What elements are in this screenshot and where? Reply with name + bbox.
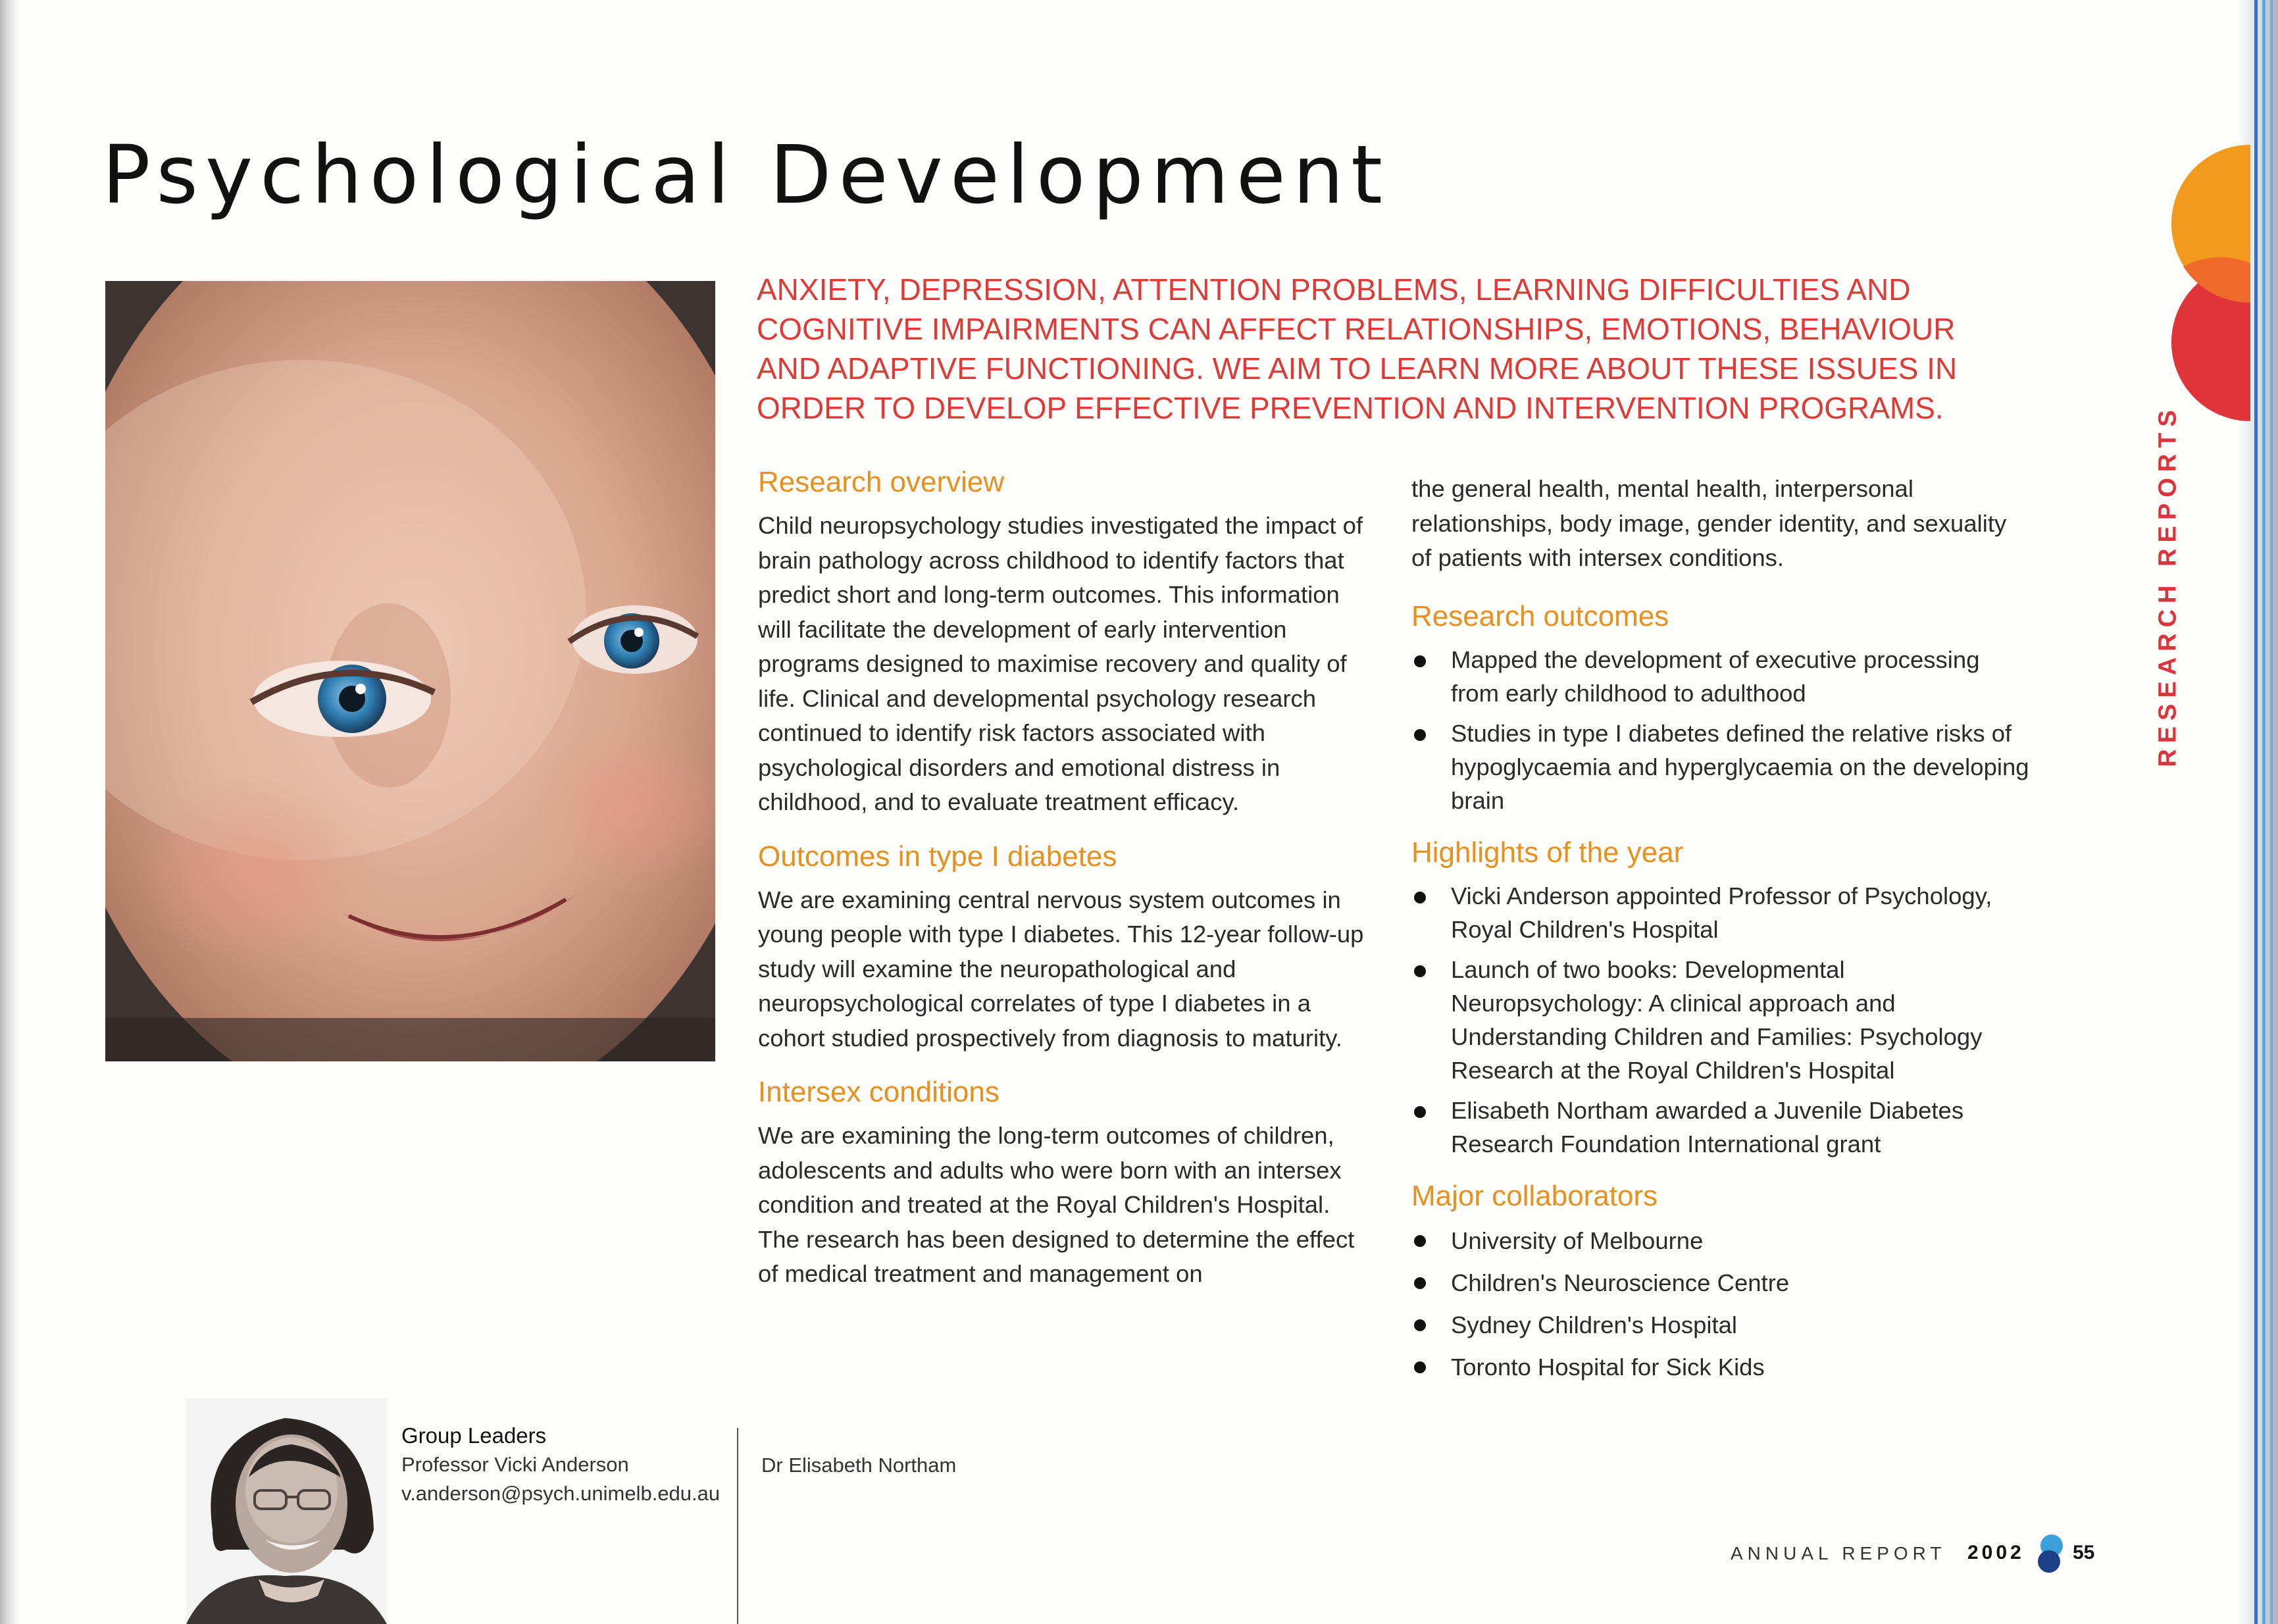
overlapping-circles-icon [2152, 145, 2250, 421]
highlights-list [1411, 879, 2030, 1161]
list-item: Elisabeth Northam awarded a Juvenile Diabetes Research Foundation International grant [1411, 1094, 2030, 1161]
bullet-icon [1414, 892, 1426, 903]
footer-report-label: ANNUAL REPORT [1731, 1543, 1946, 1563]
list-item: Studies in type I diabetes defined the relative risks of hypoglycaemia and hyperglycaemia on the developing brain [1411, 717, 2030, 817]
diabetes-text: We are examining central nervous system outcomes in young people with type I diabetes. This 12-year follow-up study will examine the neuropathological and neuropsychological correlates of type I diabetes in a cohort studied prospectively from diagnosis to maturity. [758, 886, 1364, 1052]
leaders-divider [737, 1428, 738, 1624]
bullet-icon [1414, 729, 1426, 741]
leader-name: Professor Vicki Anderson [401, 1453, 629, 1476]
bullet-icon [1414, 1361, 1426, 1373]
left-text-column [758, 464, 1370, 1310]
group-leaders-label: Group Leaders [401, 1423, 547, 1448]
bullet-icon [1414, 655, 1426, 667]
leader-portrait [186, 1398, 387, 1624]
list-item: Children's Neuroscience Centre [1411, 1265, 2030, 1302]
collaborators-list [1411, 1223, 2030, 1386]
research-outcomes-heading: Research outcomes [1411, 599, 1669, 632]
collaborators-heading: Major collaborators [1411, 1179, 1658, 1212]
list-item: Mapped the development of executive processing from early childhood to adulthood [1411, 643, 2030, 710]
report-logo-icon [2037, 1533, 2063, 1575]
research-overview-heading: Research overview [758, 466, 1005, 498]
second-leader-name: Dr Elisabeth Northam [761, 1454, 957, 1477]
list-item: University of Melbourne [1411, 1223, 2030, 1259]
intro-statement: ANXIETY, DEPRESSION, ATTENTION PROBLEMS, LEARNING DIFFICULTIES AND COGNITIVE IMPAIRMENTS CAN AFFECT RELATIONSHIPS, EMOTIONS, BEHAVIOUR AND ADAPTIVE FUNCTIONING. WE AIM TO LEARN MORE ABOUT THESE ISSUES IN ORDER TO DEVELOP EFFECTIVE PREVENTION AND INTERVENTION PROGRAMS. [757, 272, 1958, 425]
bullet-icon [1414, 1235, 1426, 1247]
list-item: Sydney Children's Hospital [1411, 1307, 2030, 1344]
research-reports-tab [2142, 404, 2194, 767]
right-text-column [1411, 472, 2030, 1403]
intersex-text-continued: the general health, mental health, interpersonal relationships, body image, gender identity, and sexuality of patients with intersex conditions. [1411, 475, 2007, 571]
bullet-icon [1414, 1319, 1426, 1331]
page-number: 55 [2073, 1542, 2095, 1563]
research-outcomes-list [1411, 643, 2030, 817]
edge-stripe-blue [2254, 0, 2258, 1624]
portrait-illustration [186, 1398, 387, 1624]
intersex-text: We are examining the long-term outcomes of children, adolescents and adults who were born with an intersex condition and treated at the Royal Children's Hospital. The research has been designed to determine the effect of medical treatment and management on [758, 1122, 1355, 1287]
leader-email: v.anderson@psych.unimelb.edu.au [401, 1482, 721, 1505]
bullet-icon [1414, 1106, 1426, 1118]
research-reports-label: RESEARCH REPORTS [2154, 404, 2182, 767]
page-title: Psychological Development [102, 128, 1390, 222]
baby-photo [105, 281, 715, 1061]
decorative-circles [2152, 145, 2250, 421]
bullet-icon [1414, 965, 1426, 977]
research-overview-text: Child neuropsychology studies investigated the impact of brain pathology across childhood to identify factors that predict short and long-term outcomes. This information will facilitate the development of early intervention programs designed to maximise recovery and quality of life. Clinical and developmental psychology research continued to identify risk factors associated with psychological disorders and emotional distress in childhood, and to evaluate treatment efficacy. [758, 512, 1363, 815]
list-item: Toronto Hospital for Sick Kids [1411, 1349, 2030, 1386]
list-item: Vicki Anderson appointed Professor of Psychology, Royal Children's Hospital [1411, 879, 2030, 946]
intersex-heading: Intersex conditions [758, 1076, 1000, 1108]
bullet-icon [1414, 1277, 1426, 1289]
edge-stripe-light-blue [2262, 0, 2265, 1624]
edge-stripe-grey [2270, 0, 2273, 1624]
baby-face-illustration [105, 281, 715, 1061]
list-item: Launch of two books: Developmental Neuropsychology: A clinical approach and Understanding Children and Families: Psychology Research at the Royal Children's Hospital [1411, 953, 2030, 1087]
group-leaders-block [401, 1421, 744, 1508]
footer-year: 2002 [1967, 1542, 2025, 1563]
highlights-heading: Highlights of the year [1411, 836, 1684, 869]
diabetes-heading: Outcomes in type I diabetes [758, 840, 1117, 873]
page-gutter [0, 0, 18, 1624]
